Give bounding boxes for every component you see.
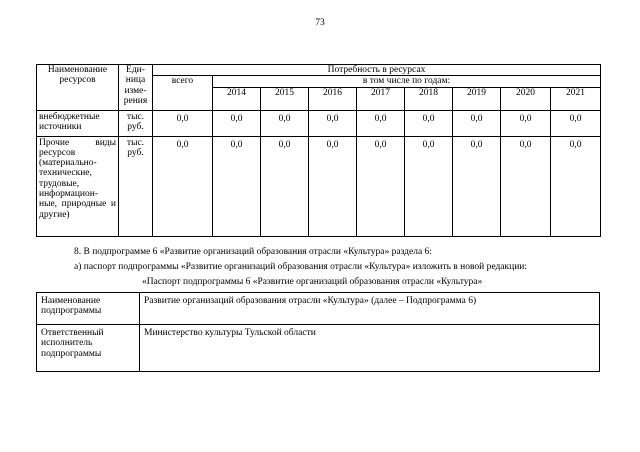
page-number: 73 bbox=[315, 18, 325, 28]
passport-label: Наименование подпрограммы bbox=[37, 293, 140, 325]
paragraph-subprogram-6: 8. В подпрограмме 6 «Развитие организаций образования отрасли «Культура» раздела 6: bbox=[74, 247, 432, 257]
passport-label: Ответственный исполнитель подпрограммы bbox=[37, 325, 140, 372]
resource-table bbox=[36, 64, 601, 237]
table-row bbox=[37, 110, 601, 136]
cell-value: 0,0 bbox=[309, 136, 357, 236]
paragraph-passport-instruction: а) паспорт подпрограммы «Развитие организаций образования отрасли «Культура» изложить в новой редакции: bbox=[74, 262, 528, 272]
cell-value: 0,0 bbox=[501, 110, 551, 136]
col-name-header: Наименование ресурсов bbox=[37, 65, 119, 111]
table-row bbox=[37, 293, 600, 325]
cell-value: 0,0 bbox=[261, 110, 309, 136]
row-name: Прочие виды ресурсов (материально-технические, трудовые, информацион-ные, природные и другие) bbox=[37, 136, 119, 236]
year-header: 2020 bbox=[501, 87, 551, 110]
year-header: 2015 bbox=[261, 87, 309, 110]
need-header: Потребность в ресурсах bbox=[153, 65, 601, 76]
cell-value: 0,0 bbox=[213, 136, 261, 236]
cell-value: 0,0 bbox=[453, 136, 501, 236]
passport-table bbox=[36, 292, 600, 372]
table-row bbox=[37, 136, 601, 236]
cell-value: 0,0 bbox=[153, 136, 213, 236]
year-header: 2019 bbox=[453, 87, 501, 110]
cell-value: 0,0 bbox=[453, 110, 501, 136]
row-name: внебюджетные источники bbox=[37, 110, 119, 136]
by-years-header: в том числе по годам: bbox=[213, 76, 601, 87]
cell-value: 0,0 bbox=[357, 136, 405, 236]
total-header: всего bbox=[153, 76, 213, 110]
year-header: 2014 bbox=[213, 87, 261, 110]
year-header: 2017 bbox=[357, 87, 405, 110]
cell-value: 0,0 bbox=[357, 110, 405, 136]
cell-value: 0,0 bbox=[405, 110, 453, 136]
passport-value: Министерство культуры Тульской области bbox=[140, 325, 600, 372]
passport-value: Развитие организаций образования отрасли «Культура» (далее – Подпрограмма 6) bbox=[140, 293, 600, 325]
year-header: 2018 bbox=[405, 87, 453, 110]
table-row bbox=[37, 325, 600, 372]
cell-value: 0,0 bbox=[309, 110, 357, 136]
year-header: 2016 bbox=[309, 87, 357, 110]
cell-value: 0,0 bbox=[501, 136, 551, 236]
cell-value: 0,0 bbox=[405, 136, 453, 236]
year-header: 2021 bbox=[551, 87, 601, 110]
row-unit: тыс. руб. bbox=[119, 136, 153, 236]
cell-value: 0,0 bbox=[261, 136, 309, 236]
cell-value: 0,0 bbox=[551, 136, 601, 236]
cell-value: 0,0 bbox=[153, 110, 213, 136]
row-unit: тыс. руб. bbox=[119, 110, 153, 136]
passport-title: «Паспорт подпрограммы 6 «Развитие организаций образования отрасли «Культура» bbox=[142, 277, 483, 287]
cell-value: 0,0 bbox=[213, 110, 261, 136]
cell-value: 0,0 bbox=[551, 110, 601, 136]
col-unit-header: Еди-ница изме-рения bbox=[119, 65, 153, 111]
